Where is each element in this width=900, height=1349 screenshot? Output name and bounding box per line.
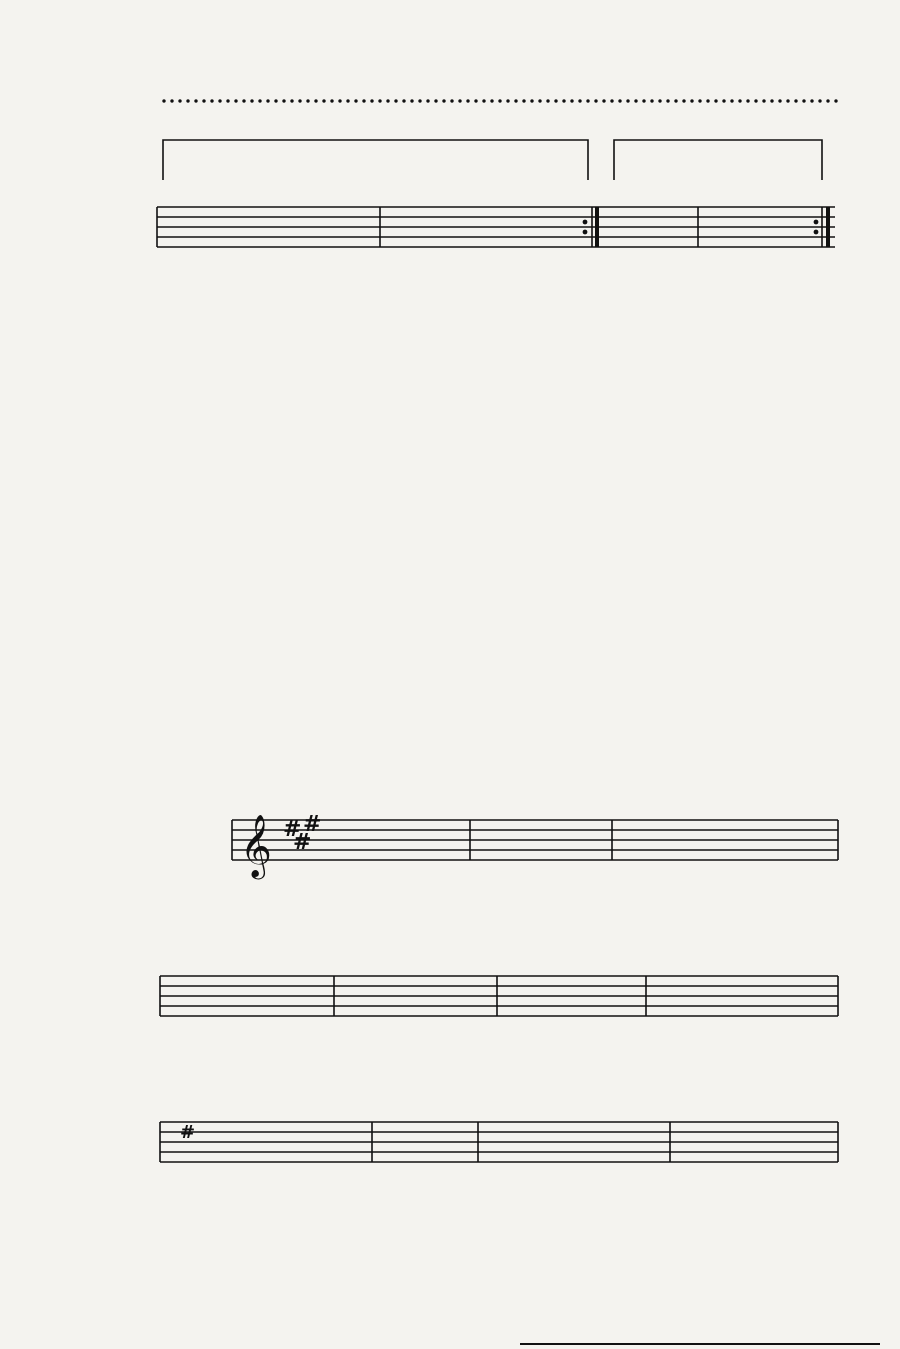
svg-text:#: # — [180, 1122, 196, 1143]
svg-text:#: # — [293, 830, 312, 855]
svg-text:#: # — [303, 812, 322, 837]
svg-text:#: # — [283, 817, 302, 842]
svg-text:𝄞: 𝄞 — [240, 814, 272, 877]
bottom-rule — [520, 1343, 880, 1345]
